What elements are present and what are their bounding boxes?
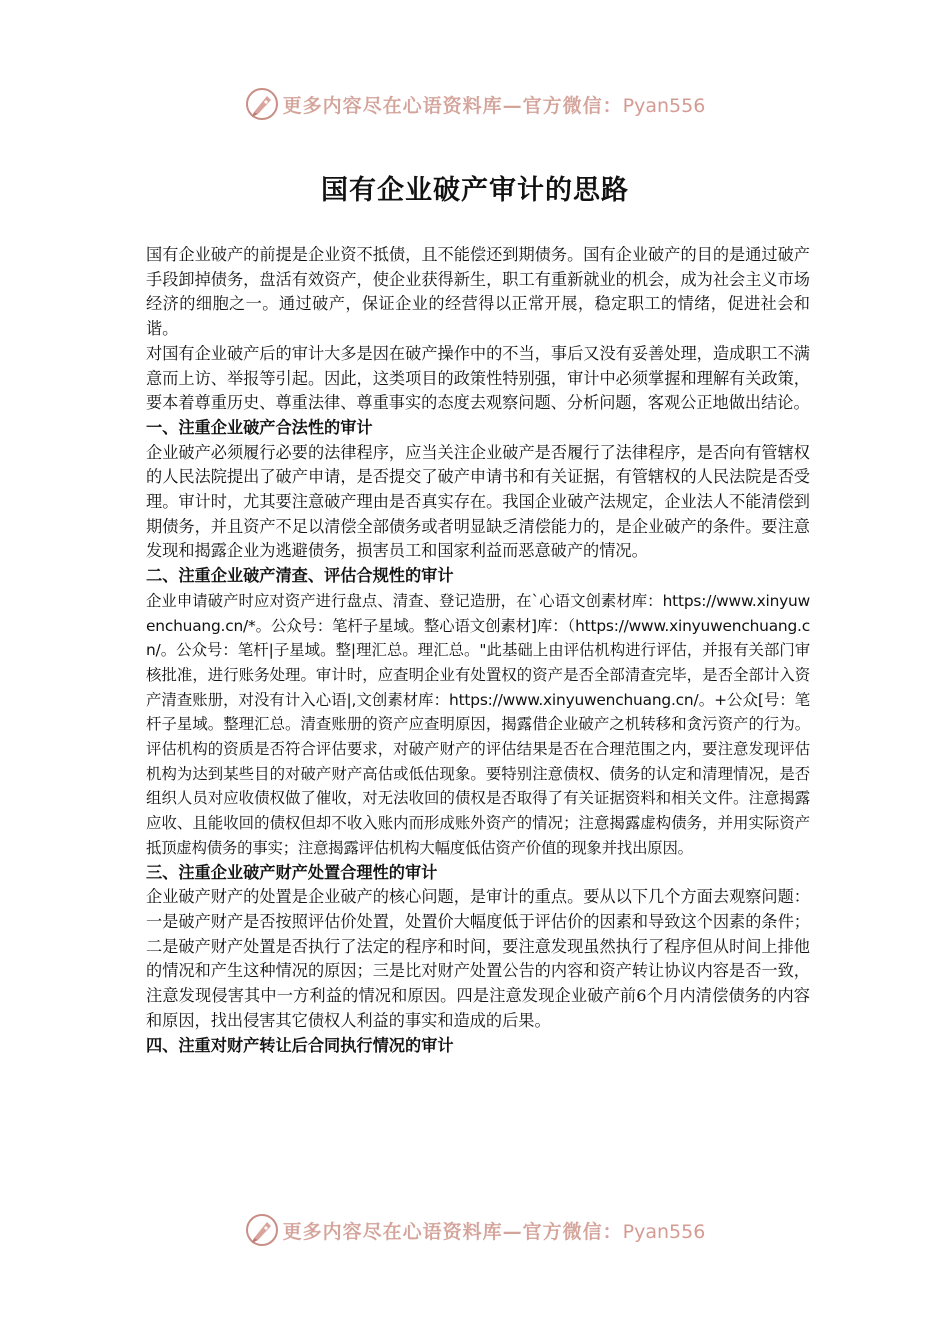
wechat-id: Pyan556 <box>622 1220 706 1243</box>
header-watermark-banner <box>0 84 950 124</box>
section-heading-1: 一、注重企业破产合法性的审计 <box>146 417 373 437</box>
section-heading-4: 四、注重对财产转让后合同执行情况的审计 <box>146 1035 454 1055</box>
section-heading-2: 二、注重企业破产清查、评估合规性的审计 <box>146 566 454 586</box>
pen-nib-logo-icon <box>245 87 279 121</box>
document-title: 国有企业破产审计的思路 <box>321 175 629 207</box>
document-body <box>146 243 810 1058</box>
section-body-3: 企业破产财产的处置是企业破产的核心问题，是审计的重点。要从以下几个方面去观察问题：一是破产财产是否按照评估价处置，处置价大幅度低于评估价的因素和导致这个因素的条件；二是破产财产处置是否执行了法定的程序和时间，要注意发现虽然执行了程序但从时间上排他的情况和产生这种情况的原因；三是比对财产处置公告的内容和资产转让协议内容是否一致，注意发现侵害其中一方利益的情况和原因。四是注意发现企业破产前6个月内清偿债务的内容和原因，找出侵害其它债权人利益的事实和造成的后果。 <box>146 887 810 1030</box>
intro-paragraph-1: 国有企业破产的前提是企业资不抵债，且不能偿还到期债务。国有企业破产的目的是通过破产手段卸掉债务，盘活有效资产，使企业获得新生，职工有重新就业的机会，成为社会主义市场经济的细胞之一。通过破产，保证企业的经营得以正常开展，稳定职工的情绪，促进社会和谐。 <box>146 245 810 339</box>
watermark-text: 更多内容尽在心语资料库—官方微信：Pyan556 <box>282 1220 706 1243</box>
section-body-1: 企业破产必须履行必要的法律程序，应当关注企业破产是否履行了法律程序，是否向有管辖权的人民法院提出了破产申请，是否提交了破产申请书和有关证据，有管辖权的人民法院是否受理。审计时，尤其要注意破产理由是否真实存在。我国企业破产法规定，企业法人不能清偿到期债务，并且资产不足以清偿全部债务或者明显缺乏清偿能力的，是企业破产的条件。要注意发现和揭露企业为逃避债务，损害员工和国家利益而恶意破产的情况。 <box>146 442 810 561</box>
pen-nib-logo-icon <box>245 1213 279 1247</box>
section-heading-3: 三、注重企业破产财产处置合理性的审计 <box>146 862 438 882</box>
intro-paragraph-2: 对国有企业破产后的审计大多是因在破产操作中的不当，事后又没有妥善处理，造成职工不满意而上访、举报等引起。因此，这类项目的政策性特别强，审计中必须掌握和理解有关政策，要本着尊重历史、尊重法律、尊重事实的态度去观察问题、分析问题，客观公正地做出结论。 <box>146 343 810 413</box>
footer-watermark-banner <box>0 1210 950 1250</box>
watermark-text: 更多内容尽在心语资料库—官方微信：Pyan556 <box>282 94 706 117</box>
section-body-2: 企业申请破产时应对资产进行盘点、清查、登记造册，在`心语文创素材库：https://www.xinyuwenchuang.cn/*。公众号：笔杆子星域。整心语文创素材]库：（https://www.xinyuwenchuang.cn/。公众号：笔杆|子星域。整|理汇总。理汇总。"此基础上由评估机构进行评估，并报有关部门审核批准，进行账务处理。审计时，应查明企业有处置权的资产是否全部清查完毕，是否全部计入资产清查账册，对没有计入心语|,文创素材库：https://www.xinyuwenchuang.cn/。+公众[号：笔杆子星域。整理汇总。清查账册的资产应查明原因，揭露借企业破产之机转移和贪污资产的行为。评估机构的资质是否符合评估要求，对破产财产的评估结果是否在合理范围之内，要注意发现评估机构为达到某些目的对破产财产高估或低估现象。要特别注意债权、债务的认定和清理情况，是否组织人员对应收债权做了催收，对无法收回的债权是否取得了有关证据资料和相关文件。注意揭露应收、且能收回的债权但却不收入账内而形成账外资产的情况；注意揭露虚构债务，并用实际资产抵顶虚构债务的事实；注意揭露评估机构大幅度低估资产价值的现象并找出原因。 <box>146 591 810 857</box>
wechat-id: Pyan556 <box>622 94 706 117</box>
